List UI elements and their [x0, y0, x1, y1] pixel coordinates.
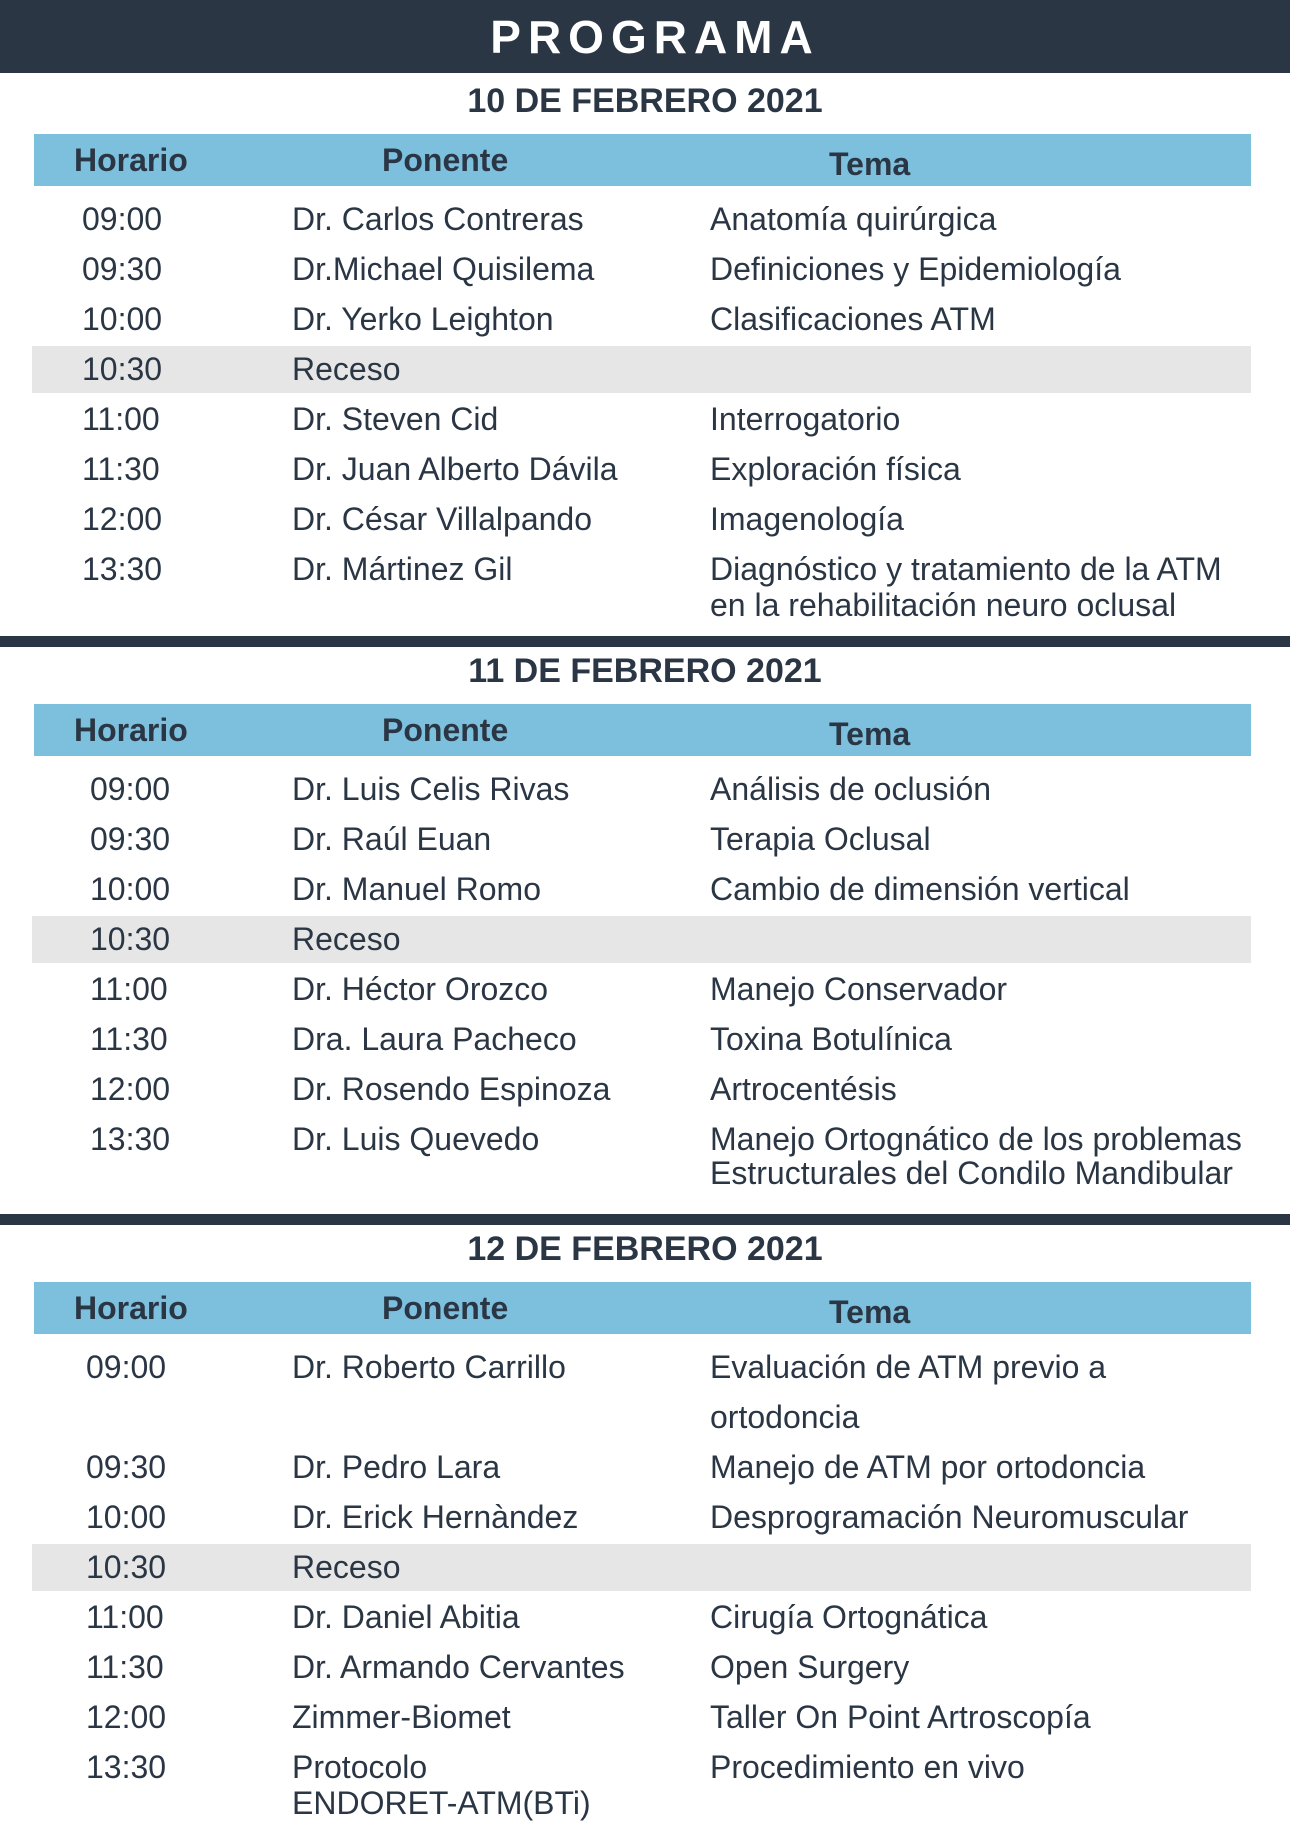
row-topic: Anatomía quirúrgica: [710, 201, 997, 237]
row-speaker: Dra. Laura Pacheco: [292, 1021, 577, 1057]
table-header: [34, 134, 1251, 186]
row-speaker: Dr. Steven Cid: [292, 401, 499, 437]
section-divider: [0, 1214, 1290, 1225]
recess-row: [32, 346, 1251, 393]
table-row: [32, 299, 1251, 346]
row-time: 12:00: [82, 501, 163, 537]
row-topic: Evaluación de ATM previo a: [710, 1349, 1107, 1385]
row-topic-continued: ortodoncia: [710, 1399, 860, 1435]
row-speaker: Dr. Daniel Abitia: [292, 1599, 520, 1635]
row-time: 09:00: [86, 1349, 167, 1385]
row-speaker: Dr. Erick Hernàndez: [292, 1499, 579, 1535]
row-speaker: Receso: [292, 1549, 401, 1585]
row-time: 09:30: [86, 1449, 167, 1485]
day-title: 11 DE FEBRERO 2021: [468, 652, 822, 690]
row-time: 11:30: [86, 1649, 164, 1685]
row-time: 13:30: [82, 551, 163, 587]
row-topic-continued: en la rehabilitación neuro oclusal: [710, 587, 1177, 623]
table-row: [32, 499, 1251, 546]
title-bar: [0, 0, 1290, 73]
table-row: [32, 1697, 1251, 1744]
table-row: [32, 969, 1251, 1016]
table-header: [34, 1282, 1251, 1334]
row-time: 11:30: [82, 451, 160, 487]
row-time: 11:00: [82, 401, 160, 437]
table-header: [34, 704, 1251, 756]
column-header-topic: Tema: [829, 716, 911, 752]
row-time: 09:00: [82, 201, 163, 237]
row-speaker: Dr.Michael Quisilema: [292, 251, 595, 287]
row-time: 10:30: [90, 921, 171, 957]
row-time: 10:30: [86, 1549, 167, 1585]
table-row: [32, 1347, 1251, 1442]
row-speaker: Dr. Raúl Euan: [292, 821, 492, 857]
table-row: [32, 199, 1251, 246]
row-topic: Manejo Ortognático de los problemas: [710, 1121, 1242, 1157]
row-topic: Terapia Oclusal: [710, 821, 931, 857]
row-topic: Definiciones y Epidemiología: [710, 251, 1121, 287]
row-time: 11:00: [90, 971, 168, 1007]
row-topic: Manejo Conservador: [710, 971, 1008, 1007]
row-time: 13:30: [86, 1749, 167, 1785]
section-divider: [0, 636, 1290, 647]
table-row: [32, 1597, 1251, 1644]
row-speaker: Receso: [292, 351, 401, 387]
row-topic: Exploración física: [710, 451, 961, 487]
row-time: 10:30: [82, 351, 163, 387]
row-time: 10:00: [90, 871, 171, 907]
row-time: 12:00: [86, 1699, 167, 1735]
table-row: [32, 819, 1251, 866]
row-topic: Manejo de ATM por ortodoncia: [710, 1449, 1146, 1485]
row-time: 09:30: [82, 251, 163, 287]
row-topic: Cambio de dimensión vertical: [710, 871, 1130, 907]
row-speaker-continued: ENDORET-ATM(BTi): [292, 1785, 591, 1821]
row-speaker: Dr. Roberto Carrillo: [292, 1349, 566, 1385]
column-header-time: Horario: [74, 712, 188, 748]
table-row: [32, 249, 1251, 296]
row-speaker: Dr. Carlos Contreras: [292, 201, 584, 237]
row-topic: Taller On Point Artroscopía: [710, 1699, 1091, 1735]
table-row: [32, 869, 1251, 916]
row-speaker: Dr. Rosendo Espinoza: [292, 1071, 611, 1107]
column-header-speaker: Ponente: [382, 712, 509, 748]
row-speaker: Protocolo: [292, 1749, 428, 1785]
row-topic: Imagenología: [710, 501, 904, 537]
row-speaker: Dr. Luis Celis Rivas: [292, 771, 570, 807]
row-topic-continued: Estructurales del Condilo Mandibular: [710, 1155, 1233, 1191]
row-speaker: Zimmer-Biomet: [292, 1699, 511, 1735]
recess-row: [32, 1544, 1251, 1591]
column-header-speaker: Ponente: [382, 1290, 509, 1326]
row-speaker: Dr. Juan Alberto Dávila: [292, 451, 618, 487]
table-row: [32, 1647, 1251, 1694]
row-time: 11:30: [90, 1021, 168, 1057]
row-speaker: Dr. Héctor Orozco: [292, 971, 549, 1007]
row-time: 09:30: [90, 821, 171, 857]
row-time: 10:00: [86, 1499, 167, 1535]
row-topic: Análisis de oclusión: [710, 771, 992, 807]
row-topic: Toxina Botulínica: [710, 1021, 952, 1057]
row-speaker: Dr. Luis Quevedo: [292, 1121, 540, 1157]
row-topic: Clasificaciones ATM: [710, 301, 996, 337]
row-speaker: Receso: [292, 921, 401, 957]
row-topic: Open Surgery: [710, 1649, 910, 1685]
recess-row: [32, 916, 1251, 963]
row-topic: Artrocentésis: [710, 1071, 897, 1107]
column-header-topic: Tema: [829, 146, 911, 182]
column-header-time: Horario: [74, 142, 188, 178]
table-row: [32, 549, 1251, 629]
row-speaker: Dr. Manuel Romo: [292, 871, 541, 907]
page-title: PROGRAMA: [490, 10, 820, 63]
row-speaker: Dr. Yerko Leighton: [292, 301, 554, 337]
table-row: [32, 1447, 1251, 1494]
row-time: 13:30: [90, 1121, 171, 1157]
row-topic: Cirugía Ortognática: [710, 1599, 988, 1635]
table-row: [32, 449, 1251, 496]
day-title: 10 DE FEBRERO 2021: [467, 82, 823, 120]
table-row: [32, 1497, 1251, 1544]
day-title: 12 DE FEBRERO 2021: [467, 1230, 823, 1268]
row-speaker: Dr. César Villalpando: [292, 501, 593, 537]
row-time: 12:00: [90, 1071, 171, 1107]
row-topic: Interrogatorio: [710, 401, 901, 437]
table-row: [32, 1019, 1251, 1066]
column-header-time: Horario: [74, 1290, 188, 1326]
row-topic: Procedimiento en vivo: [710, 1749, 1025, 1785]
table-row: [32, 1119, 1251, 1199]
row-topic: Diagnóstico y tratamiento de la ATM: [710, 551, 1222, 587]
row-time: 11:00: [86, 1599, 164, 1635]
row-speaker: Dr. Mártinez Gil: [292, 551, 513, 587]
row-speaker: Dr. Armando Cervantes: [292, 1649, 625, 1685]
row-speaker: Dr. Pedro Lara: [292, 1449, 501, 1485]
row-topic: Desprogramación Neuromuscular: [710, 1499, 1189, 1535]
table-row: [32, 769, 1251, 816]
table-row: [32, 1069, 1251, 1116]
column-header-topic: Tema: [829, 1294, 911, 1330]
table-row: [32, 399, 1251, 446]
row-time: 09:00: [90, 771, 171, 807]
table-row: [32, 1747, 1251, 1827]
column-header-speaker: Ponente: [382, 142, 509, 178]
row-time: 10:00: [82, 301, 163, 337]
